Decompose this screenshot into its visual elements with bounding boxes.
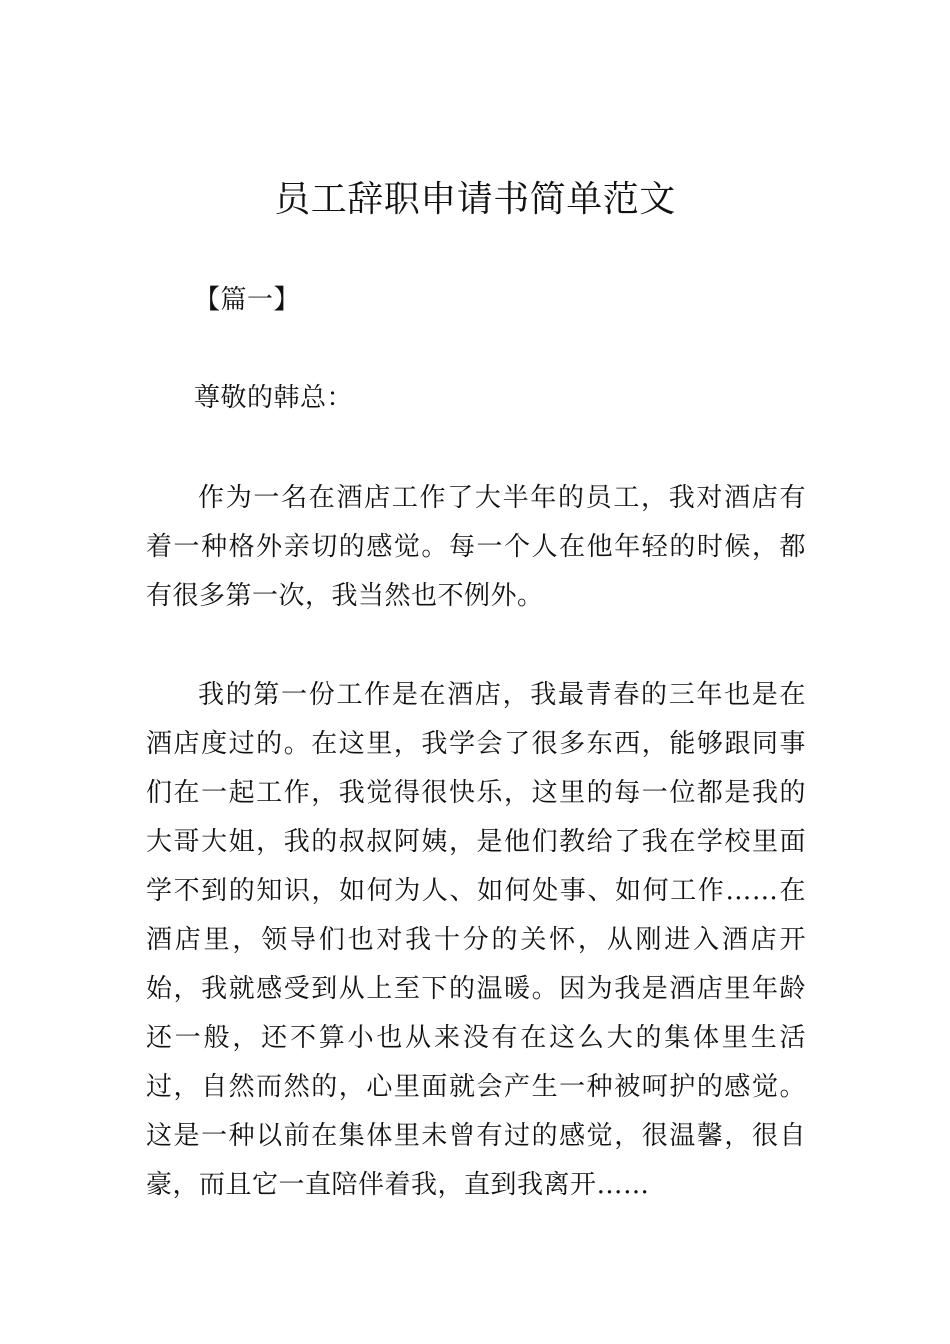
body-paragraph-1: 作为一名在酒店工作了大半年的员工，我对酒店有着一种格外亲切的感觉。每一个人在他年轻的时候，都有很多第一次，我当然也不例外。 [146,483,806,611]
document-title: 员工辞职申请书简单范文 [274,179,676,220]
body-paragraph-2: 我的第一份工作是在酒店，我最青春的三年也是在酒店度过的。在这里，我学会了很多东西，能够跟同事们在一起工作，我觉得很快乐，这里的每一位都是我的大哥大姐，我的叔叔阿姨，是他们教给了我在学校里面学不到的知识，如何为人、如何处事、如何工作……在酒店里，领导们也对我十分的关怀，从刚进入酒店开始，我就感受到从上至下的温暖。因为我是酒店里年龄还一般，还不算小也从来没有在这么大的集体里生活过，自然而然的，心里面就会产生一种被呵护的感觉。这是一种以前在集体里未曾有过的感觉，很温馨，很自豪，而且它一直陪伴着我，直到我离开…… [146,680,806,1200]
section-heading: 【篇一】 [194,285,301,315]
salutation: 尊敬的韩总： [194,383,354,413]
